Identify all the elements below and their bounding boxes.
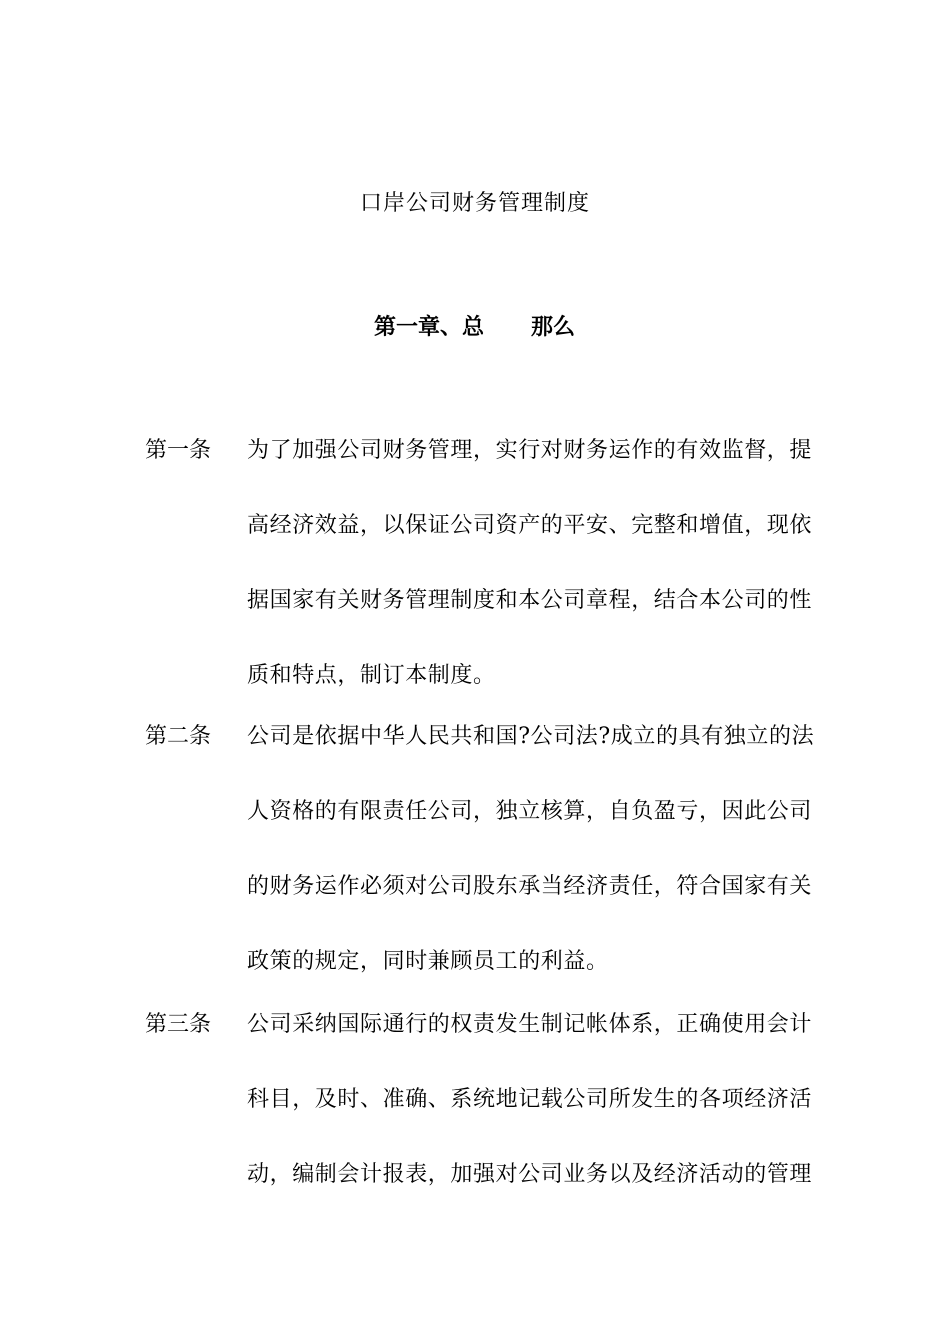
chapter-heading-part-b: 那么 bbox=[531, 315, 576, 340]
article-text-line: 公司是依据中华人民共和国?公司法?成立的具有独立的法 bbox=[247, 724, 815, 749]
article-text-line: 动，编制会计报表，加强对公司业务以及经济活动的管理 bbox=[247, 1162, 813, 1187]
article-number: 第一条 bbox=[145, 438, 212, 463]
article-text-line: 质和特点，制订本制度。 bbox=[247, 663, 496, 688]
article-text-line: 据国家有关财务管理制度和本公司章程，结合本公司的性 bbox=[247, 588, 813, 613]
document-title: 口岸公司财务管理制度 bbox=[359, 191, 590, 216]
article-text-line: 高经济效益，以保证公司资产的平安、完整和增值，现依 bbox=[247, 513, 813, 538]
article-text-line: 的财务运作必须对公司股东承当经济责任，符合国家有关 bbox=[247, 874, 813, 899]
article-text-line: 为了加强公司财务管理，实行对财务运作的有效监督，提 bbox=[247, 438, 813, 463]
article-text-line: 公司采纳国际通行的权责发生制记帐体系，正确使用会计 bbox=[247, 1012, 813, 1037]
article-text-line: 科目，及时、准确、系统地记载公司所发生的各项经济活 bbox=[247, 1087, 813, 1112]
article-text-line: 政策的规定，同时兼顾员工的利益。 bbox=[247, 949, 609, 974]
article-number: 第三条 bbox=[145, 1012, 212, 1037]
article-number: 第二条 bbox=[145, 724, 212, 749]
chapter-heading-part-a: 第一章、总 bbox=[374, 315, 485, 340]
article-text-line: 人资格的有限责任公司，独立核算，自负盈亏，因此公司 bbox=[247, 799, 813, 824]
chapter-heading bbox=[0, 312, 950, 344]
